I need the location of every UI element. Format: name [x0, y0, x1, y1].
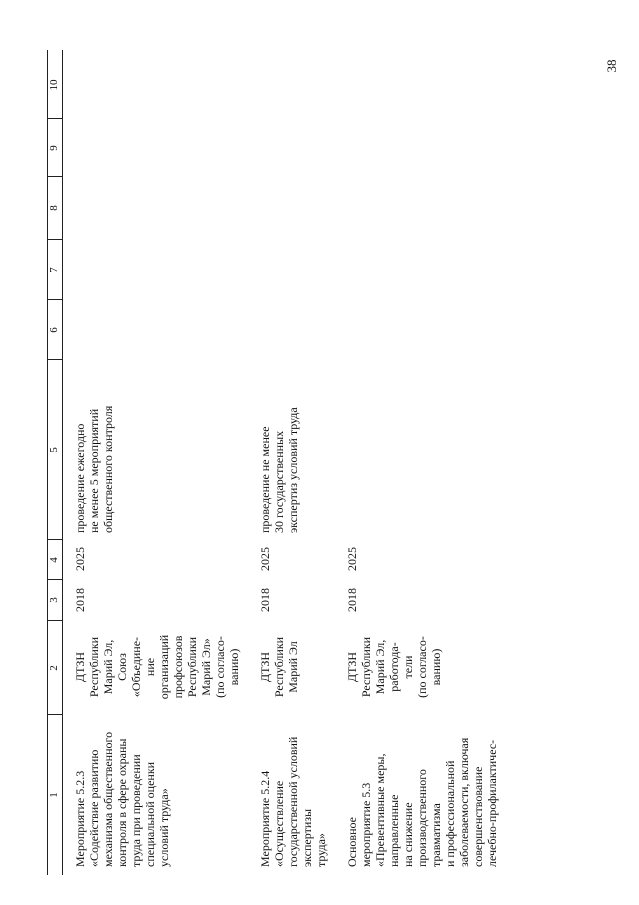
header-sep	[47, 239, 62, 240]
column-header: 9	[48, 145, 60, 151]
page-number: 38	[604, 59, 619, 73]
end-year: 2025	[73, 547, 87, 571]
start-year: 2018	[258, 588, 272, 612]
expected-result: проведение ежегодно не менее 5 мероприятий общественного контроля	[73, 405, 115, 533]
column-header: 10	[48, 79, 60, 91]
header-sep	[47, 299, 62, 300]
column-header: 5	[48, 447, 60, 453]
start-year: 2018	[345, 588, 359, 612]
end-year: 2025	[258, 547, 272, 571]
rotated-table	[0, 50, 639, 875]
column-header: 8	[48, 205, 60, 211]
header-sep	[47, 118, 62, 119]
column-header: 4	[48, 557, 60, 563]
header-sep	[47, 620, 62, 621]
table-row: Основное мероприятие 5.3 «Превентивные меры, направленные на снижение производственного травматизма и профессиональной заболеваемости, включая совершенствование лечебно-профилактичес-	[345, 737, 499, 867]
header-sep	[47, 714, 62, 715]
start-year: 2018	[73, 588, 87, 612]
table-row: Мероприятие 5.2.4 «Осуществление государственной условий экспертизы труда»	[258, 736, 328, 867]
responsible-cell: ДТЗН Республики Марий Эл	[258, 636, 300, 698]
header-sep	[47, 579, 62, 580]
header-bottom-rule	[62, 50, 63, 875]
responsible-cell: ДТЗН Республики Марий Эл, работода- тели (по согласо- ванию)	[345, 636, 443, 698]
header-sep	[47, 359, 62, 360]
column-header: 2	[48, 665, 60, 671]
column-header: 7	[48, 267, 60, 273]
end-year: 2025	[345, 547, 359, 571]
column-header: 1	[48, 792, 60, 798]
responsible-cell: ДТЗН Республики Марий Эл, Союз «Объедине- ние организаций профсоюзов Республики Марий Эл» (по согласо- ванию)	[73, 634, 241, 700]
header-sep	[47, 176, 62, 177]
column-header: 6	[48, 327, 60, 333]
header-sep	[47, 539, 62, 540]
expected-result: проведение не менее 30 государственных экспертиз условий труда	[258, 407, 300, 533]
column-header: 3	[48, 597, 60, 603]
table-row: Мероприятие 5.2.3 «Содействие развитию механизма общественного контроля в сфере охраны труда при проведении специальной оценки условий труда»	[73, 731, 171, 867]
